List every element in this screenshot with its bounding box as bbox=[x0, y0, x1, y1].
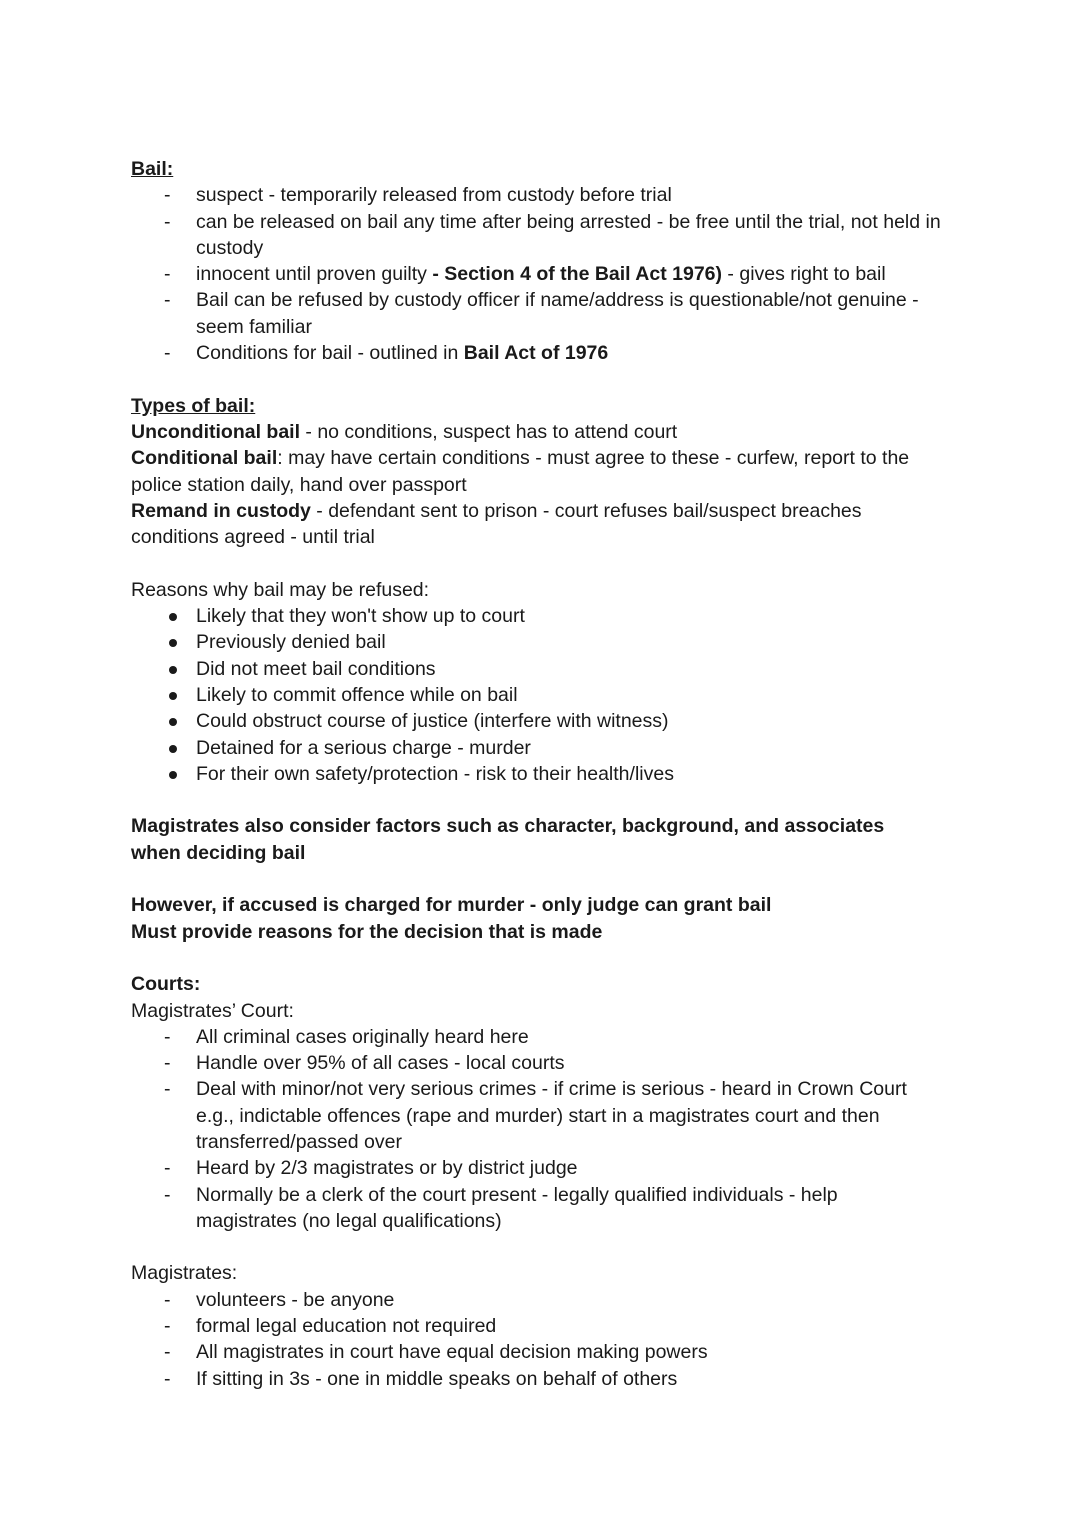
refusal-reason: For their own safety/protection - risk to their health/lives bbox=[196, 762, 674, 785]
dash-marker bbox=[164, 1182, 184, 1208]
bail-item-text: suspect - temporarily released from custody before trial bbox=[196, 184, 672, 207]
dash-marker bbox=[164, 1155, 184, 1181]
dash-marker bbox=[164, 209, 184, 235]
refusal-reason: Previously denied bail bbox=[196, 631, 386, 654]
bail-type-desc: : may have certain conditions - must agree to these - curfew, report to the police station daily, hand over passport bbox=[131, 447, 910, 496]
list-item bbox=[131, 761, 951, 787]
courts-heading: Courts: bbox=[131, 973, 201, 996]
types-of-bail-paragraph bbox=[131, 498, 901, 551]
bail-type-name: Conditional bail bbox=[131, 447, 278, 470]
bail-type-desc: - defendant sent to prison - court refuses bail/suspect breaches conditions agreed - until trial bbox=[131, 499, 862, 549]
list-item bbox=[131, 1287, 951, 1313]
dash-marker bbox=[164, 261, 184, 287]
list-item bbox=[131, 735, 951, 761]
bail-act-ref: Bail Act of 1976 bbox=[463, 342, 609, 365]
list-item bbox=[131, 656, 951, 682]
list-item bbox=[131, 340, 951, 366]
magistrates-heading: Magistrates: bbox=[131, 1262, 238, 1285]
list-item bbox=[131, 182, 951, 208]
murder-note-line: However, if accused is charged for murder - only judge can grant bail bbox=[131, 894, 772, 917]
dash-marker bbox=[164, 1313, 184, 1339]
list-item bbox=[131, 1076, 951, 1155]
refusal-reason: Detained for a serious charge - murder bbox=[196, 736, 531, 759]
dash-marker bbox=[164, 182, 184, 208]
bail-list bbox=[131, 182, 951, 366]
refusal-reason: Did not meet bail conditions bbox=[196, 657, 436, 680]
magistrates-consider-note: Magistrates also consider factors such as character, background, and associates when deciding bail bbox=[131, 815, 885, 864]
dash-marker bbox=[164, 287, 184, 313]
refusal-list bbox=[131, 603, 951, 787]
bail-heading: Bail: bbox=[131, 158, 174, 180]
magistrate-fact: If sitting in 3s - one in middle speaks on behalf of others bbox=[196, 1367, 678, 1390]
dash-marker bbox=[164, 1339, 184, 1365]
dash-marker bbox=[164, 340, 184, 366]
court-fact: All criminal cases originally heard here bbox=[196, 1025, 529, 1048]
court-fact: Normally be a clerk of the court present - legally qualified individuals - help magistrates (no legal qualifications) bbox=[196, 1183, 838, 1232]
types-of-bail-paragraph bbox=[131, 445, 936, 498]
list-item bbox=[131, 261, 951, 287]
list-item bbox=[131, 1182, 951, 1235]
bail-type-name: Remand in custody bbox=[131, 499, 311, 522]
types-of-bail-paragraph bbox=[131, 419, 936, 445]
refusal-reason: Likely to commit offence while on bail bbox=[196, 683, 518, 706]
bail-item-text: Bail can be refused by custody officer if name/address is questionable/not genuine - seem familiar bbox=[196, 289, 919, 338]
court-fact: Deal with minor/not very serious crimes - if crime is serious - heard in Crown Court e.g., indictable offences (rape and murder) start in a magistrates court and then transferred/passed over bbox=[196, 1078, 907, 1153]
court-fact: Heard by 2/3 magistrates or by district judge bbox=[196, 1157, 578, 1180]
list-item bbox=[131, 603, 951, 629]
list-item bbox=[131, 1339, 951, 1365]
refusal-intro: Reasons why bail may be refused: bbox=[131, 578, 430, 601]
dash-marker bbox=[164, 1076, 184, 1102]
court-fact: Handle over 95% of all cases - local courts bbox=[196, 1052, 565, 1075]
list-item bbox=[131, 629, 951, 655]
reasons-note-line: Must provide reasons for the decision that is made bbox=[131, 920, 603, 943]
magistrate-fact: All magistrates in court have equal decision making powers bbox=[196, 1341, 708, 1364]
bail-item-text: can be released on bail any time after being arrested - be free until the trial, not held in custody bbox=[196, 210, 941, 259]
refusal-reason: Could obstruct course of justice (interfere with witness) bbox=[196, 710, 669, 733]
list-item bbox=[131, 1050, 951, 1076]
bail-act-section-ref: - Section 4 of the Bail Act 1976) bbox=[432, 263, 723, 286]
list-item bbox=[131, 209, 951, 262]
notes-page bbox=[131, 156, 951, 1392]
dash-marker bbox=[164, 1287, 184, 1313]
bail-item-text: - gives right to bail bbox=[722, 263, 886, 286]
list-item bbox=[131, 1313, 951, 1339]
magistrates-list bbox=[131, 1287, 951, 1392]
bail-item-text: innocent until proven guilty bbox=[196, 263, 433, 286]
list-item bbox=[131, 682, 951, 708]
list-item bbox=[131, 1155, 951, 1181]
magistrate-fact: formal legal education not required bbox=[196, 1315, 497, 1338]
dash-marker bbox=[164, 1024, 184, 1050]
bail-type-desc: - no conditions, suspect has to attend court bbox=[300, 420, 678, 443]
types-of-bail-heading: Types of bail: bbox=[131, 394, 256, 417]
refusal-reason: Likely that they won't show up to court bbox=[196, 605, 525, 628]
bail-type-name: Unconditional bail bbox=[131, 420, 300, 443]
magistrates-court-subheading: Magistrates’ Court: bbox=[131, 999, 294, 1022]
list-item bbox=[131, 1024, 951, 1050]
courts-list bbox=[131, 1024, 951, 1234]
dash-marker bbox=[164, 1366, 184, 1392]
list-item bbox=[131, 708, 951, 734]
dash-marker bbox=[164, 1050, 184, 1076]
bail-item-text: Conditions for bail - outlined in bbox=[196, 342, 464, 365]
magistrate-fact: volunteers - be anyone bbox=[196, 1288, 395, 1311]
list-item bbox=[131, 1366, 951, 1392]
list-item bbox=[131, 287, 951, 340]
